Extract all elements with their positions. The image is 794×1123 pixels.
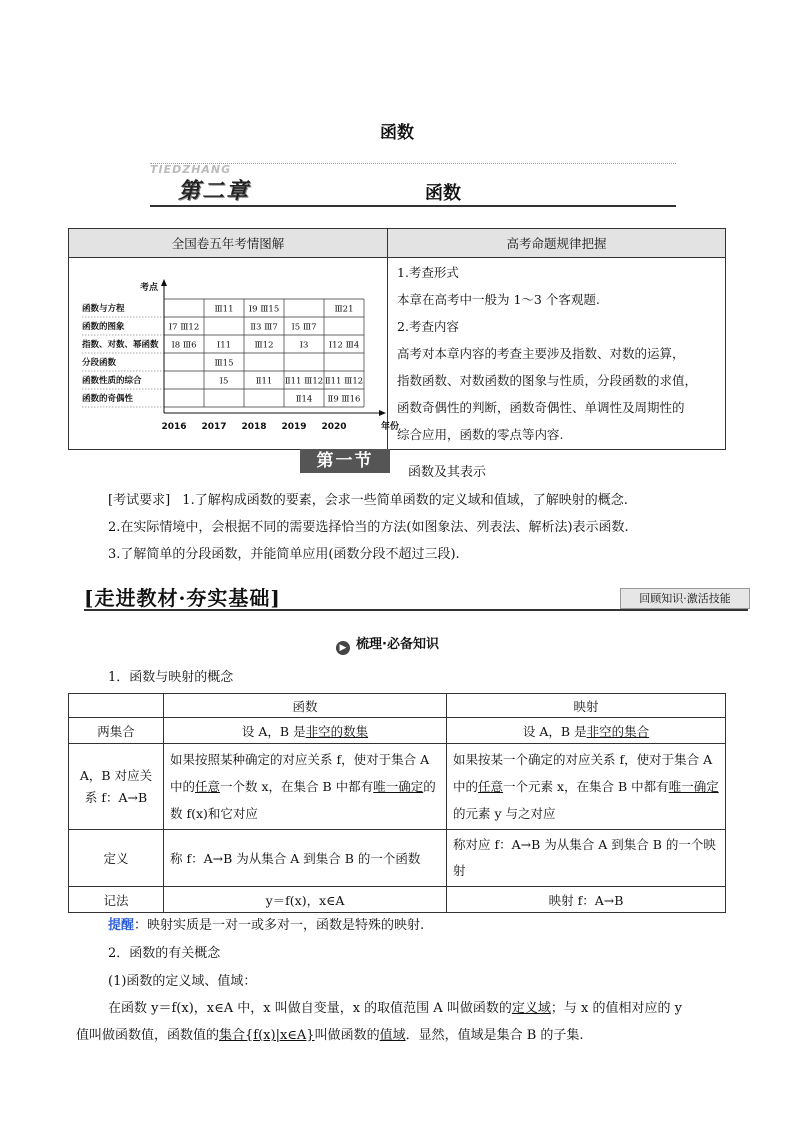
exam-rules-cell: [388, 258, 726, 450]
grid-cell-value: Ⅰ3: [299, 340, 309, 351]
text: 一个元素 x，在集合 B 中都有: [503, 779, 669, 794]
header-mapping: 映射: [447, 694, 726, 718]
function-mapping-table: [68, 693, 726, 913]
underlined-text: 定义域: [511, 1001, 551, 1016]
map-notation: 映射 f：A→B: [447, 887, 726, 913]
rule-line: 本章在高考中一般为 1～3 个客观题.: [397, 292, 600, 307]
text: ．显然，值域是集合 B 的子集.: [405, 1028, 584, 1043]
play-icon: ▶: [336, 641, 350, 655]
year-label: 2020: [321, 422, 347, 432]
text: 叫做函数的: [314, 1028, 380, 1043]
underlined-text: 唯一确定: [668, 779, 719, 794]
overview-right-header: 高考命题规律把握: [388, 229, 726, 258]
overview-table: [68, 228, 726, 450]
chapter-badge: 第二章: [178, 179, 251, 204]
chapter-topic: 函数: [425, 183, 461, 204]
rule-line: 高考对本章内容的考查主要涉及指数、对数的运算，: [397, 346, 685, 361]
row-label-definition: 定义: [69, 830, 164, 887]
map-correspondence: [447, 744, 726, 830]
x-axis-arrow: [379, 410, 386, 416]
exam-grid-chart: [70, 259, 400, 448]
underlined-text: 任意: [478, 779, 504, 794]
banner-rule: [150, 205, 676, 207]
grid-cell-value: Ⅱ11 Ⅲ12: [284, 376, 324, 387]
category-label: 函数性质的综合: [82, 376, 142, 386]
rule-line: 综合应用，函数的零点等内容.: [397, 427, 564, 442]
overview-left-header: 全国卷五年考情图解: [69, 229, 388, 258]
y-axis-arrow: [161, 279, 167, 286]
paragraph-2: [76, 1025, 584, 1047]
grid-cell-value: Ⅱ11 Ⅲ12: [324, 376, 364, 387]
hint-label: 提醒: [108, 918, 135, 933]
item-1-title: 1．函数与映射的概念: [108, 670, 234, 685]
subheading-text: 梳理·必备知识: [356, 637, 439, 652]
grid-cell-value: Ⅱ3 Ⅲ7: [250, 322, 278, 333]
func-definition: 称 f：A→B 为从集合 A 到集合 B 的一个函数: [164, 830, 447, 887]
grid-cell-value: Ⅰ5 Ⅲ7: [291, 322, 317, 333]
paragraph-1: [108, 998, 682, 1020]
underlined-text: 任意: [195, 779, 221, 794]
grid-cell-value: Ⅰ11: [216, 340, 232, 351]
func-sets: [164, 718, 447, 744]
section-badge: 第一节: [300, 449, 390, 473]
subheading: [336, 633, 439, 655]
grid-cell-value: Ⅰ5: [219, 376, 229, 387]
map-definition: 称对应 f：A→B 为从集合 A 到集合 B 的一个映射: [447, 830, 726, 887]
item-2-title: 2．函数的有关概念: [108, 946, 221, 961]
row-label-notation: 记法: [69, 887, 164, 913]
text: 如果按某一个确定的对应关系 f，使对于集合 A 中的: [453, 752, 713, 794]
exam-chart-cell: [69, 258, 400, 450]
underlined-text: 非空的集合: [586, 723, 650, 739]
header-function: 函数: [164, 694, 447, 718]
year-label: 2019: [281, 422, 307, 432]
rule-line: 1.考查形式: [397, 265, 459, 280]
map-sets: [447, 718, 726, 744]
text: 设 A，B 是: [241, 723, 306, 739]
text: 一个数 x，在集合 B 中都有: [220, 779, 374, 794]
rule-line: 函数奇偶性的判断，函数奇偶性、单调性及周期性的: [397, 400, 685, 415]
requirement-1: [108, 489, 628, 508]
category-label: 函数与方程: [82, 304, 125, 314]
grid-cell-value: Ⅰ9 Ⅲ15: [248, 304, 280, 315]
y-axis-label: 考点: [140, 283, 159, 293]
text: 在函数 y＝f(x)，x∈A 中，x 叫做自变量，x 的取值范围 A 叫做函数的: [108, 1001, 512, 1016]
requirement-3: 3.了解简单的分段函数，并能简单应用(函数分段不超过三段).: [108, 547, 460, 562]
banner-watermark: TIEDZHANG: [150, 163, 232, 176]
grid-cell-value: Ⅱ9 Ⅲ16: [327, 394, 361, 405]
page-title: 函数: [380, 123, 414, 143]
requirements-label: [考试要求]: [108, 493, 171, 508]
category-label: 函数的图象: [82, 322, 125, 332]
year-label: 2017: [201, 422, 227, 432]
func-notation: y＝f(x)，x∈A: [164, 887, 447, 913]
grid-cell-value: Ⅲ21: [334, 304, 354, 315]
underlined-text: 非空的数集: [305, 723, 369, 739]
text: 值叫做函数值，函数值的: [76, 1028, 220, 1043]
hint-text: ：映射实质是一对一或多对一，函数是特殊的映射.: [134, 918, 425, 933]
part-heading: [走进教材·夯实基础]: [84, 586, 281, 610]
category-label: 指数、对数、幂函数: [82, 340, 159, 350]
requirement-text: 1.了解构成函数的要素，会求一些简单函数的定义域和值域，了解映射的概念.: [182, 493, 628, 508]
grid-cell-value: Ⅰ8 Ⅲ6: [171, 340, 197, 351]
grid-cell-value: Ⅱ11: [255, 376, 273, 387]
requirement-2: 2.在实际情境中，会根据不同的需要选择恰当的方法(如图象法、列表法、解析法)表示函数.: [108, 520, 629, 535]
category-label: 分段函数: [82, 358, 117, 368]
category-label: 函数的奇偶性: [82, 394, 134, 404]
func-correspondence: [164, 744, 447, 830]
underlined-text: 唯一确定: [373, 779, 424, 794]
part-tag: 回顾知识·激活技能: [620, 588, 750, 609]
section-title: 函数及其表示: [408, 465, 487, 480]
item-2-1-title: (1)函数的定义域、值域：: [108, 974, 257, 989]
hint-line: [108, 915, 424, 937]
text: 设 A，B 是: [522, 723, 587, 739]
row-label-sets: 两集合: [69, 718, 164, 744]
text: ；与 x 的值相对应的 y: [550, 1001, 682, 1016]
year-label: 2016: [161, 422, 187, 432]
part-rule: [84, 609, 748, 611]
text: 如果按照某种确定的对应关系 f，使对于集合 A 中的: [170, 752, 430, 794]
grid-cell-value: Ⅱ14: [295, 394, 313, 405]
year-label: 2018: [241, 422, 267, 432]
rule-line: 指数函数、对数函数的图象与性质，分段函数的求值，: [397, 373, 698, 388]
text: 的数 f(x)和它对应: [170, 779, 436, 821]
underlined-text: 值域: [379, 1028, 406, 1043]
x-axis-label: 年份: [380, 422, 400, 432]
underlined-text: 集合{f(x)|x∈A}: [219, 1028, 315, 1043]
grid-cell-value: Ⅲ15: [214, 358, 234, 369]
grid-cell-value: Ⅲ11: [214, 304, 234, 315]
grid-cell-value: Ⅲ12: [254, 340, 274, 351]
rule-line: 2.考查内容: [397, 319, 459, 334]
grid-cell-value: Ⅰ7 Ⅲ12: [168, 322, 200, 333]
row-label-correspondence: A，B 对应关系 f：A→B: [69, 744, 164, 830]
text: 的元素 y 与之对应: [453, 806, 556, 821]
corner-cell: [69, 694, 164, 718]
grid-cell-value: Ⅰ12 Ⅲ4: [328, 340, 360, 351]
